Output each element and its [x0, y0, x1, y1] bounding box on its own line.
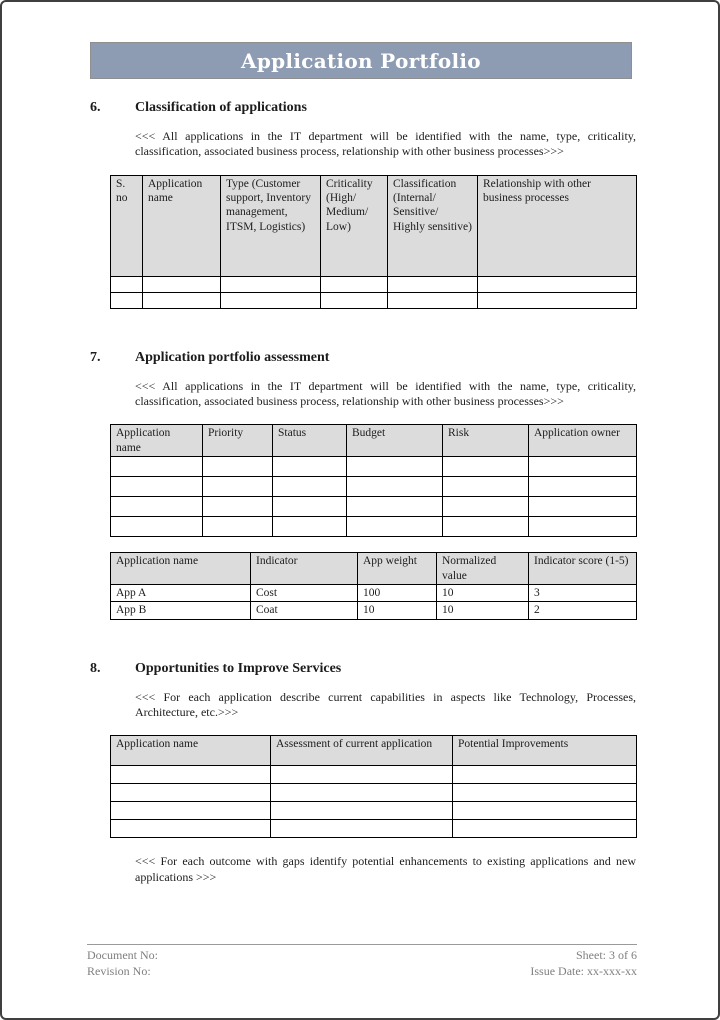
- section-8-title: Opportunities to Improve Services: [135, 660, 342, 676]
- header-cell: Indicator: [251, 553, 358, 585]
- empty-cell: [443, 517, 529, 537]
- empty-cell: [111, 820, 271, 838]
- portfolio-assessment-table: [110, 424, 637, 537]
- empty-cell: [273, 457, 347, 477]
- empty-cell: [453, 802, 637, 820]
- table-row: [111, 497, 637, 517]
- empty-cell: [271, 766, 453, 784]
- header-cell: Priority: [203, 425, 273, 457]
- empty-cell: [111, 517, 203, 537]
- empty-cell: [221, 292, 321, 308]
- page-title-banner: [90, 42, 632, 79]
- table-row: [111, 820, 637, 838]
- section-7-number: 7.: [90, 349, 101, 365]
- empty-cell: [453, 784, 637, 802]
- header-cell: Indicator score (1-5): [529, 553, 637, 585]
- classification-table: [110, 175, 637, 309]
- table-cell: 100: [358, 584, 437, 601]
- indicator-score-table: [110, 552, 637, 620]
- empty-cell: [111, 477, 203, 497]
- table-header-row: [111, 175, 637, 276]
- table-row: [111, 802, 637, 820]
- empty-cell: [529, 457, 637, 477]
- empty-cell: [529, 477, 637, 497]
- section-8-intro: <<< For each application describe current capabilities in aspects like Technology, Processes, Architecture, etc.>>>: [135, 689, 636, 720]
- header-cell: Relationship with other business processes: [478, 175, 637, 276]
- empty-cell: [203, 477, 273, 497]
- empty-cell: [271, 802, 453, 820]
- empty-cell: [143, 276, 221, 292]
- section-6-intro: <<< All applications in the IT department will be identified with the name, type, criticality, classification, associated business process, relationship with other business processes>>>: [135, 129, 636, 159]
- empty-cell: [347, 517, 443, 537]
- table-header-row: [111, 736, 637, 766]
- empty-cell: [273, 517, 347, 537]
- document-no-label: Document No:: [87, 948, 158, 962]
- empty-cell: [111, 766, 271, 784]
- header-cell: Application name: [111, 553, 251, 585]
- empty-cell: [453, 820, 637, 838]
- header-cell: Risk: [443, 425, 529, 457]
- section-7-title: Application portfolio assessment: [135, 349, 330, 365]
- empty-cell: [271, 784, 453, 802]
- header-cell: Application name: [111, 425, 203, 457]
- section-7-heading: [90, 350, 632, 366]
- empty-cell: [347, 497, 443, 517]
- empty-cell: [478, 292, 637, 308]
- table-row: [111, 517, 637, 537]
- header-cell: Classification (Internal/ Sensitive/ Highly sensitive): [388, 175, 478, 276]
- table-row: [111, 766, 637, 784]
- empty-cell: [273, 477, 347, 497]
- section-8-number: 8.: [90, 660, 101, 676]
- issue-date-label: Issue Date: xx-xxx-xx: [530, 963, 637, 978]
- empty-cell: [529, 497, 637, 517]
- empty-cell: [388, 292, 478, 308]
- empty-cell: [111, 497, 203, 517]
- empty-cell: [143, 292, 221, 308]
- empty-cell: [443, 477, 529, 497]
- section-6-heading: [90, 100, 632, 116]
- empty-cell: [529, 517, 637, 537]
- table-header-row: [111, 553, 637, 585]
- header-cell: Criticality (High/ Medium/ Low): [321, 175, 388, 276]
- empty-cell: [321, 276, 388, 292]
- table-cell: Coat: [251, 602, 358, 619]
- header-cell: Type (Customer support, Inventory management, ITSM, Logistics): [221, 175, 321, 276]
- table-cell: 10: [437, 602, 529, 619]
- empty-cell: [111, 802, 271, 820]
- footer-left: [87, 948, 158, 979]
- header-cell: Status: [273, 425, 347, 457]
- empty-cell: [388, 276, 478, 292]
- table-cell: 2: [529, 602, 637, 619]
- section-7-intro: <<< All applications in the IT department will be identified with the name, type, criticality, classification, associated business process, relationship with other business processes>>>: [135, 378, 636, 409]
- empty-cell: [347, 457, 443, 477]
- footer-right: [530, 948, 637, 979]
- empty-cell: [111, 292, 143, 308]
- header-cell: S. no: [111, 175, 143, 276]
- table-header-row: [111, 425, 637, 457]
- empty-cell: [203, 497, 273, 517]
- empty-cell: [271, 820, 453, 838]
- section-6-number: 6.: [90, 100, 101, 115]
- table-row: [111, 292, 637, 308]
- empty-cell: [203, 457, 273, 477]
- empty-cell: [111, 784, 271, 802]
- empty-cell: [443, 497, 529, 517]
- empty-cell: [478, 276, 637, 292]
- table-cell: App B: [111, 602, 251, 619]
- section-8-heading: [90, 661, 632, 677]
- empty-cell: [111, 276, 143, 292]
- table-cell: Cost: [251, 584, 358, 601]
- header-cell: Application name: [111, 736, 271, 766]
- empty-cell: [453, 766, 637, 784]
- table-row: [111, 276, 637, 292]
- section-6-title: Classification of applications: [135, 100, 307, 115]
- header-cell: App weight: [358, 553, 437, 585]
- opportunities-table: [110, 735, 637, 838]
- header-cell: Assessment of current application: [271, 736, 453, 766]
- table-cell: 10: [358, 602, 437, 619]
- header-cell: Potential Improvements: [453, 736, 637, 766]
- table-cell: 10: [437, 584, 529, 601]
- table-row: [111, 584, 637, 601]
- empty-cell: [321, 292, 388, 308]
- table-cell: App A: [111, 584, 251, 601]
- empty-cell: [203, 517, 273, 537]
- empty-cell: [111, 457, 203, 477]
- empty-cell: [347, 477, 443, 497]
- header-cell: Normalized value: [437, 553, 529, 585]
- empty-cell: [221, 276, 321, 292]
- table-cell: 3: [529, 584, 637, 601]
- empty-cell: [443, 457, 529, 477]
- header-cell: Application name: [143, 175, 221, 276]
- revision-no-label: Revision No:: [87, 963, 151, 978]
- table-row: [111, 477, 637, 497]
- header-cell: Application owner: [529, 425, 637, 457]
- table-row: [111, 457, 637, 477]
- table-row: [111, 784, 637, 802]
- page-title: Application Portfolio: [241, 48, 481, 73]
- page-footer: [87, 944, 637, 979]
- header-cell: Budget: [347, 425, 443, 457]
- section-8-closing-note: <<< For each outcome with gaps identify potential enhancements to existing applications and new applications >>>: [135, 854, 636, 884]
- table-row: [111, 602, 637, 619]
- empty-cell: [273, 497, 347, 517]
- sheet-number-label: Sheet: 3 of 6: [576, 948, 637, 962]
